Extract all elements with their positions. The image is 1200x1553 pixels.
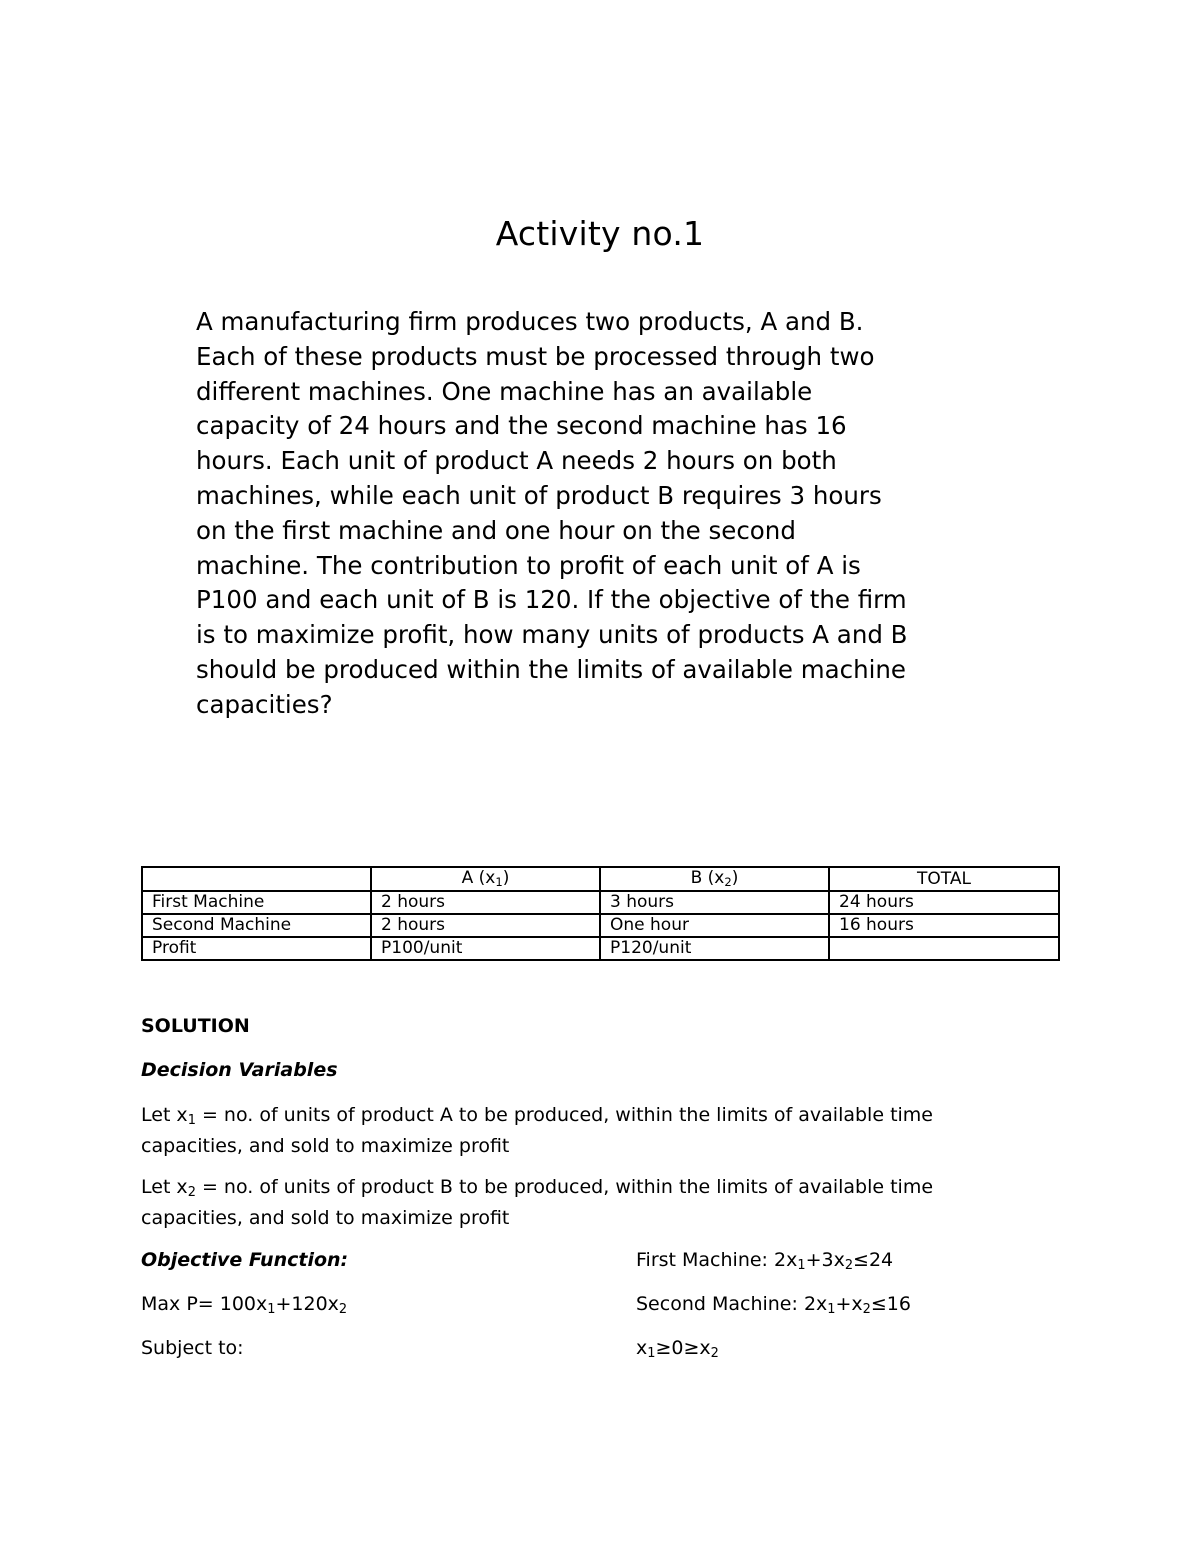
table-row — [142, 891, 1059, 914]
variable-x2-prefix: Let x — [141, 1176, 188, 1198]
cell-a: 2 hours — [371, 914, 600, 937]
problem-line: capacities? — [196, 689, 333, 719]
constraint1-subscript-2: 2 — [844, 1258, 854, 1274]
row-label: First Machine — [142, 891, 371, 914]
problem-line: A manufacturing firm produces two products, A and B. — [196, 307, 864, 336]
problem-line: should be produced within the limits of available machine — [196, 654, 907, 684]
constraint1-subscript-1: 1 — [797, 1258, 806, 1274]
header-b-subscript: 2 — [724, 874, 732, 889]
row-label: Profit — [142, 937, 371, 960]
cell-b: P120/unit — [600, 937, 829, 960]
variable-x2-line1 — [141, 1173, 1021, 1204]
header-cell-b — [600, 867, 829, 891]
header-a-subscript: 1 — [495, 874, 503, 889]
cell-total — [829, 937, 1059, 960]
constraint3-subscript-1: 1 — [647, 1346, 656, 1362]
decision-variable-x2 — [141, 1173, 1021, 1232]
constraint-non-negativity — [636, 1334, 719, 1365]
variable-x2-definition: = no. of units of product B to be produced, within the limits of available time — [195, 1176, 934, 1198]
problem-line: P100 and each unit of B is 120. If the objective of the firm — [196, 585, 907, 615]
page-title: Activity no.1 — [495, 214, 705, 253]
header-a-close: ) — [502, 868, 510, 888]
variable-x1-prefix: Let x — [141, 1104, 188, 1126]
cell-b: One hour — [600, 914, 829, 937]
objective-mid: +120x — [275, 1293, 339, 1315]
header-cell-a — [371, 867, 600, 891]
problem-line: hours. Each unit of product A needs 2 hours on both — [196, 446, 837, 476]
objective-function — [141, 1290, 347, 1321]
subject-to-label: Subject to: — [141, 1337, 244, 1359]
constraint2-subscript-1: 1 — [827, 1302, 836, 1318]
decision-variables-heading: Decision Variables — [141, 1059, 338, 1081]
constraint3-mid: ≥0≥x — [655, 1337, 711, 1359]
problem-line: machines, while each unit of product B requires 3 hours — [196, 480, 882, 510]
variable-x2-subscript: 2 — [187, 1185, 196, 1201]
constraint3-subscript-2: 2 — [710, 1346, 719, 1362]
problem-line: is to maximize profit, how many units of products A and B — [196, 620, 908, 650]
header-a-text: A (x — [461, 868, 496, 888]
constraint-second-machine — [636, 1290, 911, 1321]
header-cell-total: TOTAL — [829, 867, 1059, 891]
header-cell-blank — [142, 867, 371, 891]
cell-b: 3 hours — [600, 891, 829, 914]
variable-x1-definition: = no. of units of product A to be produced, within the limits of available time — [195, 1104, 933, 1126]
cell-total: 16 hours — [829, 914, 1059, 937]
objective-subscript-1: 1 — [267, 1302, 276, 1318]
constraint2-end: ≤16 — [870, 1293, 911, 1315]
cell-total: 24 hours — [829, 891, 1059, 914]
constraint1-mid: +3x — [805, 1249, 845, 1271]
objective-function-heading: Objective Function: — [141, 1249, 349, 1271]
variable-x1-line2: capacities, and sold to maximize profit — [141, 1135, 510, 1157]
constraint2-prefix: Second Machine: 2x — [636, 1293, 828, 1315]
row-label: Second Machine — [142, 914, 371, 937]
problem-line: machine. The contribution to profit of each unit of A is — [196, 550, 861, 580]
header-b-text: B (x — [690, 868, 725, 888]
problem-line: Each of these products must be processed through two — [196, 341, 875, 371]
constraint3-prefix: x — [636, 1337, 648, 1359]
machine-hours-table — [141, 866, 1060, 961]
header-b-close: ) — [731, 868, 739, 888]
table-row — [142, 937, 1059, 960]
constraint-first-machine — [636, 1246, 893, 1277]
constraint1-prefix: First Machine: 2x — [636, 1249, 798, 1271]
cell-a: P100/unit — [371, 937, 600, 960]
cell-a: 2 hours — [371, 891, 600, 914]
problem-statement — [196, 305, 1016, 723]
objective-prefix: Max P= 100x — [141, 1293, 268, 1315]
problem-line: different machines. One machine has an available — [196, 376, 813, 406]
variable-x1-subscript: 1 — [187, 1113, 196, 1129]
decision-variable-x1 — [141, 1101, 1021, 1160]
constraint2-subscript-2: 2 — [862, 1302, 871, 1318]
table-header-row — [142, 867, 1059, 891]
variable-x1-line1 — [141, 1101, 1021, 1132]
table-row — [142, 914, 1059, 937]
constraint1-end: ≤24 — [853, 1249, 894, 1271]
variable-x2-line2: capacities, and sold to maximize profit — [141, 1207, 510, 1229]
problem-line: on the first machine and one hour on the second — [196, 515, 796, 545]
constraint2-mid: +x — [835, 1293, 863, 1315]
objective-subscript-2: 2 — [338, 1302, 348, 1318]
solution-heading: SOLUTION — [141, 1015, 250, 1037]
problem-line: capacity of 24 hours and the second machine has 16 — [196, 411, 847, 441]
